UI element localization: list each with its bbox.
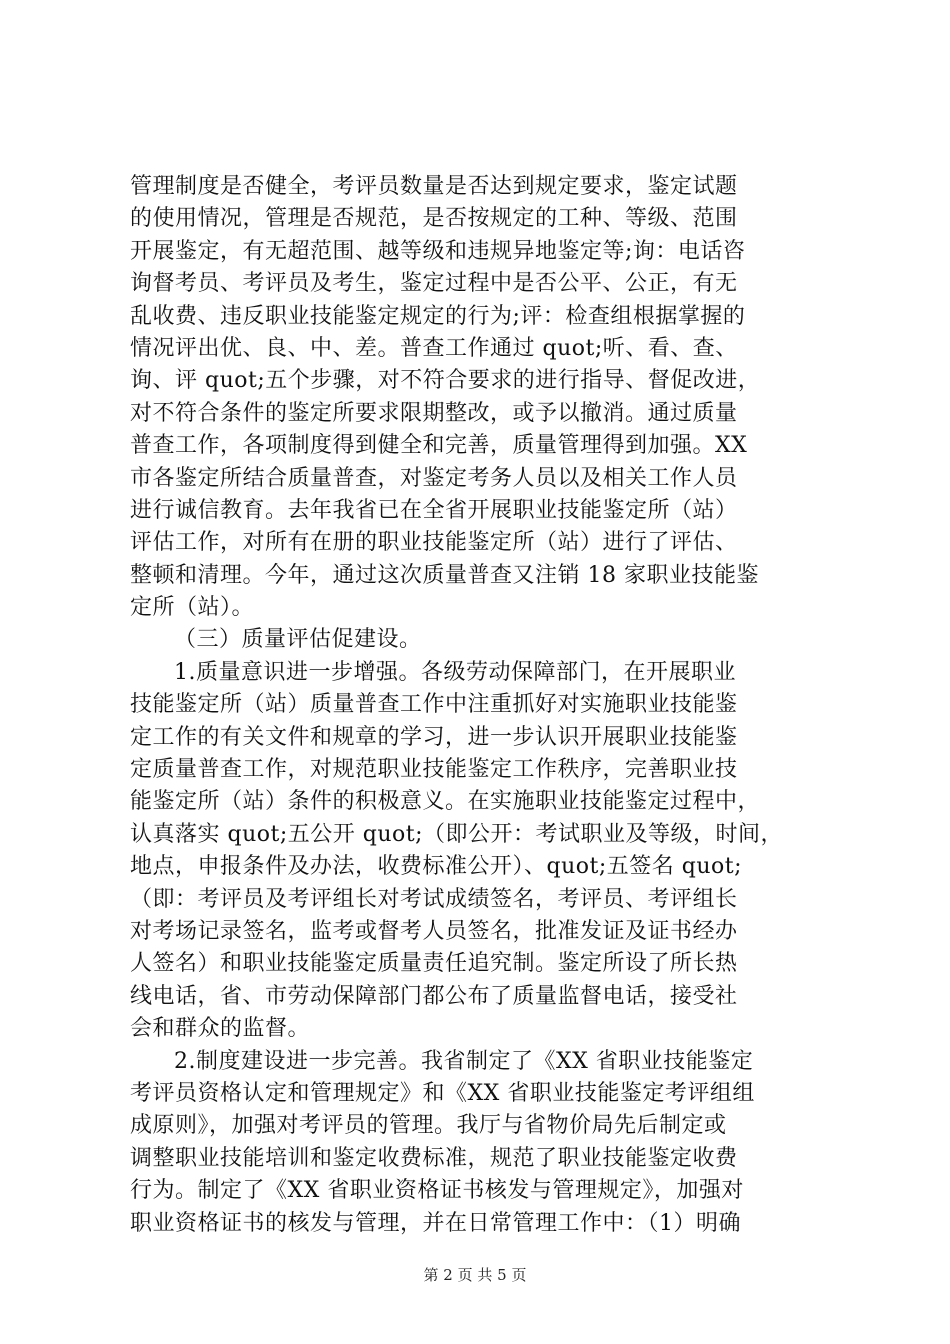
text-line: 定工作的有关文件和规章的学习，进一步认识开展职业技能鉴	[130, 724, 738, 750]
text-line: 人签名）和职业技能鉴定质量责任追究制。鉴定所设了所长热	[130, 951, 738, 977]
text-line: 地点，申报条件及办法，收费标准公开）、quot;五签名 quot;	[130, 854, 742, 880]
text-line: 定质量普查工作，对规范职业技能鉴定工作秩序，完善职业技	[130, 757, 738, 783]
section-heading: （三）质量评估促建设。	[174, 627, 422, 653]
text-line: 普查工作，各项制度得到健全和完善，质量管理得到加强。XX	[130, 433, 748, 459]
text-line: 市各鉴定所结合质量普查，对鉴定考务人员以及相关工作人员	[130, 465, 738, 491]
text-line: 行为。制定了《XX 省职业资格证书核发与管理规定》，加强对	[130, 1178, 744, 1204]
text-line: 乱收费、违反职业技能鉴定规定的行为;评：检查组根据掌握的	[130, 303, 746, 329]
paragraph-start-line: 1.质量意识进一步增强。各级劳动保障部门，在开展职业	[174, 659, 736, 685]
page-footer	[0, 1264, 950, 1285]
text-line: 开展鉴定，有无超范围、越等级和违规异地鉴定等;询：电话咨	[130, 238, 746, 264]
text-line: 对考场记录签名，监考或督考人员签名，批准发证及证书经办	[130, 918, 738, 944]
text-line: 考评员资格认定和管理规定》和《XX 省职业技能鉴定考评组组	[130, 1080, 755, 1106]
text-line: 能鉴定所（站）条件的积极意义。在实施职业技能鉴定过程中，	[130, 789, 761, 815]
text-line: 管理制度是否健全，考评员数量是否达到规定要求，鉴定试题	[130, 174, 738, 199]
text-line: 职业资格证书的核发与管理，并在日常管理工作中：（1）明确	[130, 1210, 741, 1236]
text-line: 进行诚信教育。去年我省已在全省开展职业技能鉴定所（站）	[130, 497, 738, 523]
text-line: 线电话，省、市劳动保障部门都公布了质量监督电话，接受社	[130, 983, 738, 1009]
body-text	[130, 171, 835, 1240]
text-line: 技能鉴定所（站）质量普查工作中注重抓好对实施职业技能鉴	[130, 692, 738, 718]
text-line: 的使用情况，管理是否规范，是否按规定的工种、等级、范围	[130, 206, 738, 232]
text-line: 评估工作，对所有在册的职业技能鉴定所（站）进行了评估、	[130, 530, 738, 556]
text-line: 认真落实 quot;五公开 quot;（即公开：考试职业及等级，时间，	[130, 821, 783, 847]
text-line: 定所（站）。	[130, 595, 255, 621]
text-line: 询督考员、考评员及考生，鉴定过程中是否公平、公正，有无	[130, 271, 738, 297]
paragraph-start-line: 2.制度建设进一步完善。我省制定了《XX 省职业技能鉴定	[174, 1048, 754, 1074]
text-line: 调整职业技能培训和鉴定收费标准，规范了职业技能鉴定收费	[130, 1145, 738, 1171]
text-line: 询、评 quot;五个步骤，对不符合要求的进行指导、督促改进，	[130, 368, 761, 394]
text-line: 对不符合条件的鉴定所要求限期整改，或予以撤消。通过质量	[130, 400, 738, 426]
text-line: 整顿和清理。今年，通过这次质量普查又注销 18 家职业技能鉴	[130, 562, 759, 588]
text-line: 情况评出优、良、中、差。普查工作通过 quot;听、看、查、	[130, 335, 738, 361]
page-number: 第 2 页 共 5 页	[423, 1266, 527, 1284]
text-line: （即：考评员及考评组长对考试成绩签名，考评员、考评组长	[130, 886, 738, 912]
text-line: 会和群众的监督。	[130, 1016, 311, 1042]
text-line: 成原则》，加强对考评员的管理。我厅与省物价局先后制定或	[130, 1113, 727, 1139]
